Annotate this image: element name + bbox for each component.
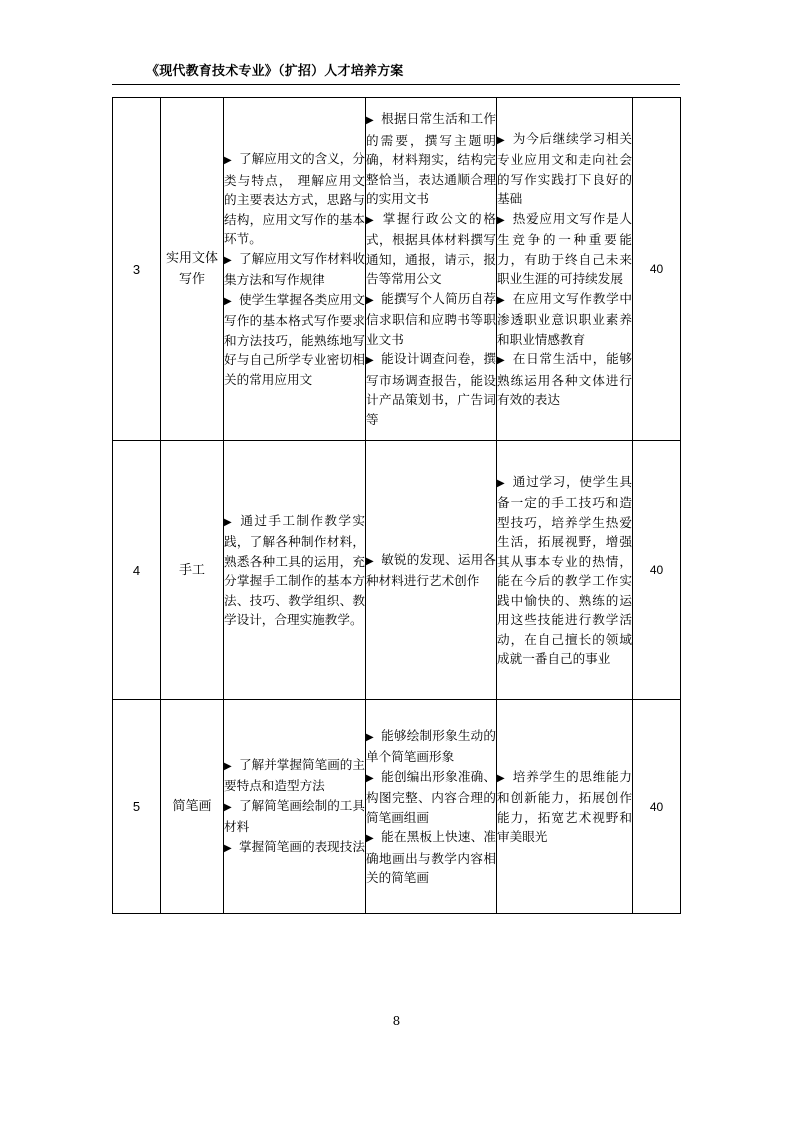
bullet-paragraph: [497, 289, 632, 350]
bullet-triangle-icon: ▶: [224, 516, 232, 528]
bullet-text: 掌握行政公文的格式，根据具体材料撰写通知，通报，请示，报告等常用公文: [366, 210, 496, 286]
bullet-text: 能设计调查问卷，撰写市场调查报告，能设计产品策划书，广告词等: [366, 351, 496, 427]
course-name: 手工: [161, 441, 224, 700]
bullet-paragraph: [366, 289, 496, 350]
bullet-triangle-icon: ▶: [224, 842, 232, 854]
bullet-text: 通过学习，使学生具备一定的手工技巧和造型技巧，培养学生热爱生活，拓展视野，增强其从事本专业的热情，能在今后的教学工作实践中愉快的、熟练的运用这些技能进行教学活动，在自己擅长的领域成就一番自己的事业: [497, 473, 632, 666]
bullet-text: 敏锐的发现、运用各种材料进行艺术创作: [366, 551, 496, 588]
quality-goals-cell: [497, 98, 633, 441]
bullet-triangle-icon: ▶: [366, 772, 374, 784]
bullet-text: 能够绘制形象生动的单个简笔画形象: [366, 727, 496, 764]
bullet-paragraph: [366, 726, 496, 767]
ability-goals-cell: [366, 700, 497, 914]
course-content-cell: [224, 98, 366, 441]
bullet-text: 通过手工制作教学实践，了解各种制作材料，熟悉各种工具的运用，充分掌握手工制作的基本方法、技巧、教学组织、教学设计，合理实施教学。: [224, 512, 365, 627]
bullet-triangle-icon: ▶: [366, 214, 374, 226]
bullet-text: 能在黑板上快速、准确地画出与教学内容相关的简笔画: [366, 829, 496, 885]
bullet-text: 在日常生活中，能够熟练运用各种文体进行有效的表达: [497, 351, 632, 407]
bullet-paragraph: [497, 472, 632, 669]
bullet-paragraph: [497, 209, 632, 289]
bullet-paragraph: [366, 209, 496, 289]
bullet-text: 了解简笔画绘制的工具材料: [224, 797, 365, 835]
bullet-paragraph: [224, 511, 365, 630]
table-row: [113, 98, 681, 441]
bullet-triangle-icon: ▶: [366, 833, 374, 844]
bullet-paragraph: [497, 767, 632, 847]
course-hours: 40: [633, 700, 681, 914]
course-number: 5: [113, 700, 161, 914]
bullet-triangle-icon: ▶: [366, 294, 374, 306]
bullet-text: 能创编出形象准确、构图完整、内容合理的简笔画组画: [366, 768, 496, 825]
course-hours: 40: [633, 98, 681, 441]
document-header: 《现代教育技术专业》（扩招）人才培养方案: [146, 64, 404, 79]
ability-goals-cell: [366, 98, 497, 441]
bullet-paragraph: [497, 349, 632, 410]
bullet-paragraph: [224, 249, 365, 290]
bullet-triangle-icon: ▶: [224, 295, 232, 307]
course-name: 实用文体写作: [161, 98, 224, 441]
bullet-triangle-icon: ▶: [224, 760, 232, 772]
quality-goals-cell: [497, 441, 633, 700]
bullet-text: 培养学生的思维能力和创新能力，拓展创作能力，拓宽艺术视野和审美眼光: [497, 768, 632, 844]
bullet-paragraph: [366, 767, 496, 828]
bullet-paragraph: [497, 129, 632, 209]
bullet-paragraph: [224, 837, 365, 859]
bullet-text: 了解应用文写作材料收集方法和写作规律: [224, 250, 365, 287]
course-name: 简笔画: [161, 700, 224, 914]
bullet-triangle-icon: ▶: [366, 355, 374, 366]
bullet-text: 为今后继续学习相关专业应用文和走向社会的写作实践打下良好的基础: [497, 130, 632, 206]
bullet-text: 根据日常生活和工作的需要，撰写主题明确，材料翔实，结构完整恰当，表达通顺合理的实用文书: [366, 111, 496, 206]
bullet-text: 了解应用文的含义，分类与特点， 理解应用文的主要表达方式，思路与结构，应用文写作的基本环节。: [224, 151, 365, 246]
bullet-text: 掌握简笔画的表现技法: [239, 838, 365, 854]
course-number: 3: [113, 98, 161, 441]
bullet-triangle-icon: ▶: [366, 731, 374, 743]
course-content-cell: [224, 441, 366, 700]
bullet-triangle-icon: ▶: [497, 294, 505, 306]
bullet-triangle-icon: ▶: [497, 214, 505, 226]
bullet-triangle-icon: ▶: [497, 134, 505, 146]
bullet-text: 在应用文写作教学中渗透职业意识职业素养和职业情感教育: [497, 290, 632, 347]
bullet-text: 了解并掌握简笔画的主要特点和造型方法: [224, 756, 365, 794]
bullet-triangle-icon: ▶: [497, 355, 505, 366]
bullet-paragraph: [224, 149, 365, 249]
bullet-triangle-icon: ▶: [366, 555, 374, 567]
bullet-paragraph: [366, 109, 496, 209]
bullet-paragraph: [366, 349, 496, 429]
bullet-text: 能撰写个人简历自荐信求职信和应聘书等职业文书: [366, 290, 496, 347]
ability-goals-cell: [366, 441, 497, 700]
bullet-triangle-icon: ▶: [366, 115, 374, 126]
bullet-triangle-icon: ▶: [224, 155, 232, 166]
page-number: 8: [392, 1014, 401, 1028]
quality-goals-cell: [497, 700, 633, 914]
bullet-paragraph: [366, 550, 496, 591]
course-hours: 40: [633, 441, 681, 700]
bullet-triangle-icon: ▶: [497, 772, 505, 784]
course-content-cell: [224, 700, 366, 914]
bullet-text: 使学生掌握各类应用文写作的基本格式写作要求和方法技巧，能熟练地写好与自己所学专业密切相关的常用应用文: [224, 291, 365, 387]
bullet-paragraph: [224, 290, 365, 390]
course-number: 4: [113, 441, 161, 700]
bullet-text: 热爱应用文写作是人生竞争的一种重要能力，有助于终自己未来职业生涯的可持续发展: [497, 210, 632, 286]
bullet-paragraph: [224, 755, 365, 796]
bullet-triangle-icon: ▶: [224, 254, 232, 266]
bullet-triangle-icon: ▶: [497, 477, 505, 489]
bullet-paragraph: [224, 796, 365, 837]
header-rule: [112, 84, 680, 85]
bullet-triangle-icon: ▶: [224, 801, 232, 813]
curriculum-table: [112, 97, 681, 914]
table-row: [113, 441, 681, 700]
table-row: [113, 700, 681, 914]
bullet-paragraph: [366, 827, 496, 888]
